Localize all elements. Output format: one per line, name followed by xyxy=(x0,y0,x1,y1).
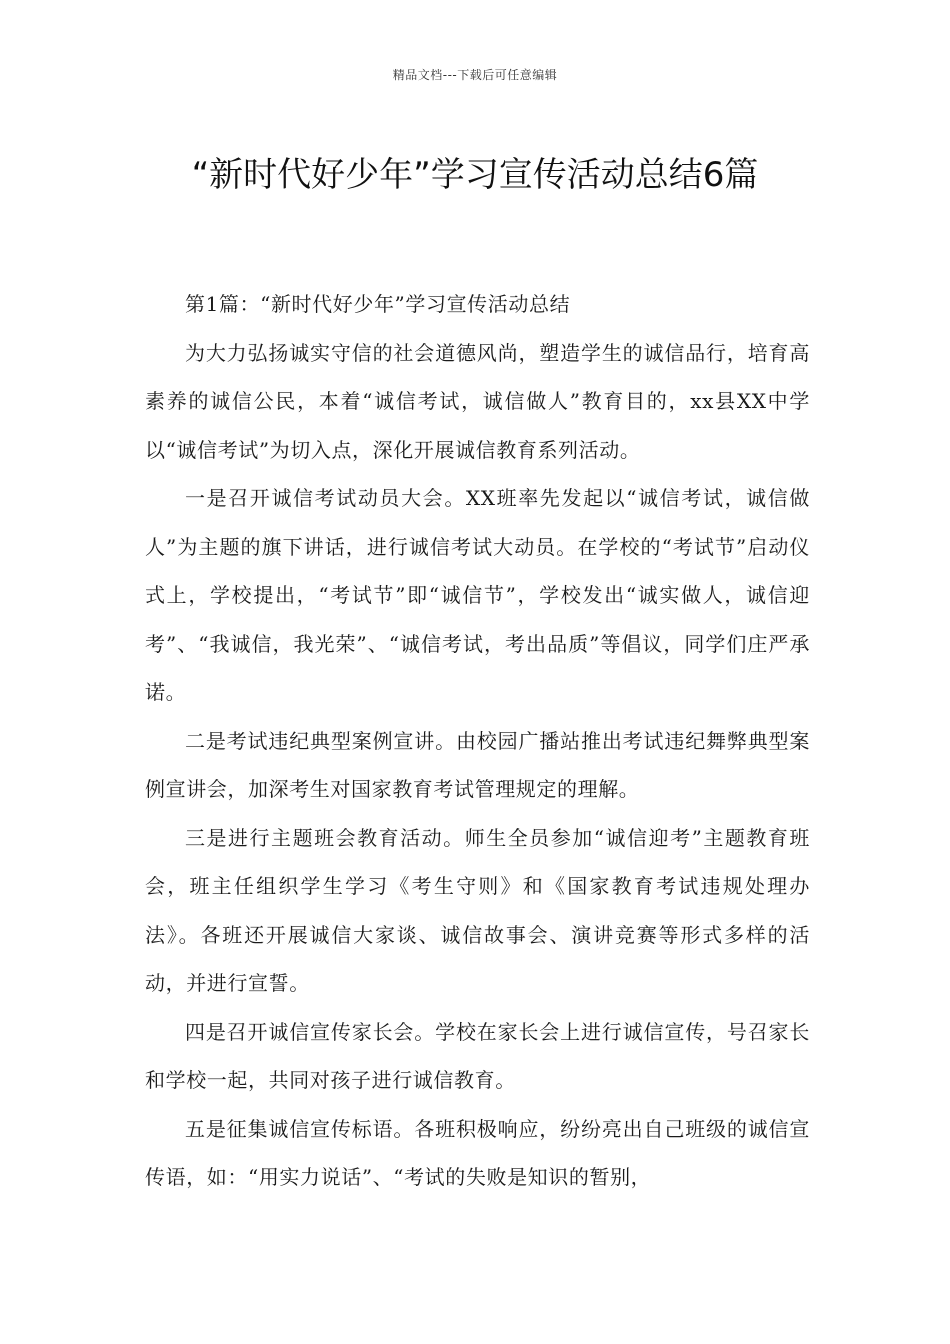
document-title: “新时代好少年”学习宣传活动总结6篇 xyxy=(191,154,759,195)
document-body xyxy=(145,280,810,1202)
paragraph-item-4: 四是召开诚信宣传家长会。学校在家长会上进行诚信宣传，号召家长和学校一起，共同对孩子进行诚信教育。 xyxy=(145,1019,810,1092)
header-note: 精品文档---下载后可任意编辑 xyxy=(392,68,558,82)
paragraph-item-1: 一是召开诚信考试动员大会。XX班率先发起以“诚信考试，诚信做人”为主题的旗下讲话，进行诚信考试大动员。在学校的“考试节”启动仪式上，学校提出，“考试节”即“诚信节”，学校发出“诚实做人，诚信迎考”、“我诚信，我光荣”、“诚信考试，考出品质”等倡议，同学们庄严承诺。 xyxy=(145,486,810,704)
paragraph-item-2: 二是考试违纪典型案例宣讲。由校园广播站推出考试违纪舞弊典型案例宣讲会，加深考生对国家教育考试管理规定的理解。 xyxy=(145,728,810,801)
section-heading: 第1篇：“新时代好少年”学习宣传活动总结 xyxy=(185,292,571,316)
paragraph-intro: 为大力弘扬诚实守信的社会道德风尚，塑造学生的诚信品行，培育高素养的诚信公民，本着“诚信考试，诚信做人”教育目的，xx县XX中学以“诚信考试”为切入点，深化开展诚信教育系列活动。 xyxy=(145,340,810,462)
paragraph-item-3: 三是进行主题班会教育活动。师生全员参加“诚信迎考”主题教育班会，班主任组织学生学习《考生守则》和《国家教育考试违规处理办法》。各班还开展诚信大家谈、诚信故事会、演讲竞赛等形式多样的活动，并进行宣誓。 xyxy=(145,825,810,995)
paragraph-item-5: 五是征集诚信宣传标语。各班积极响应，纷纷亮出自己班级的诚信宣传语，如：“用实力说话”、“考试的失败是知识的暂别， xyxy=(145,1116,810,1189)
